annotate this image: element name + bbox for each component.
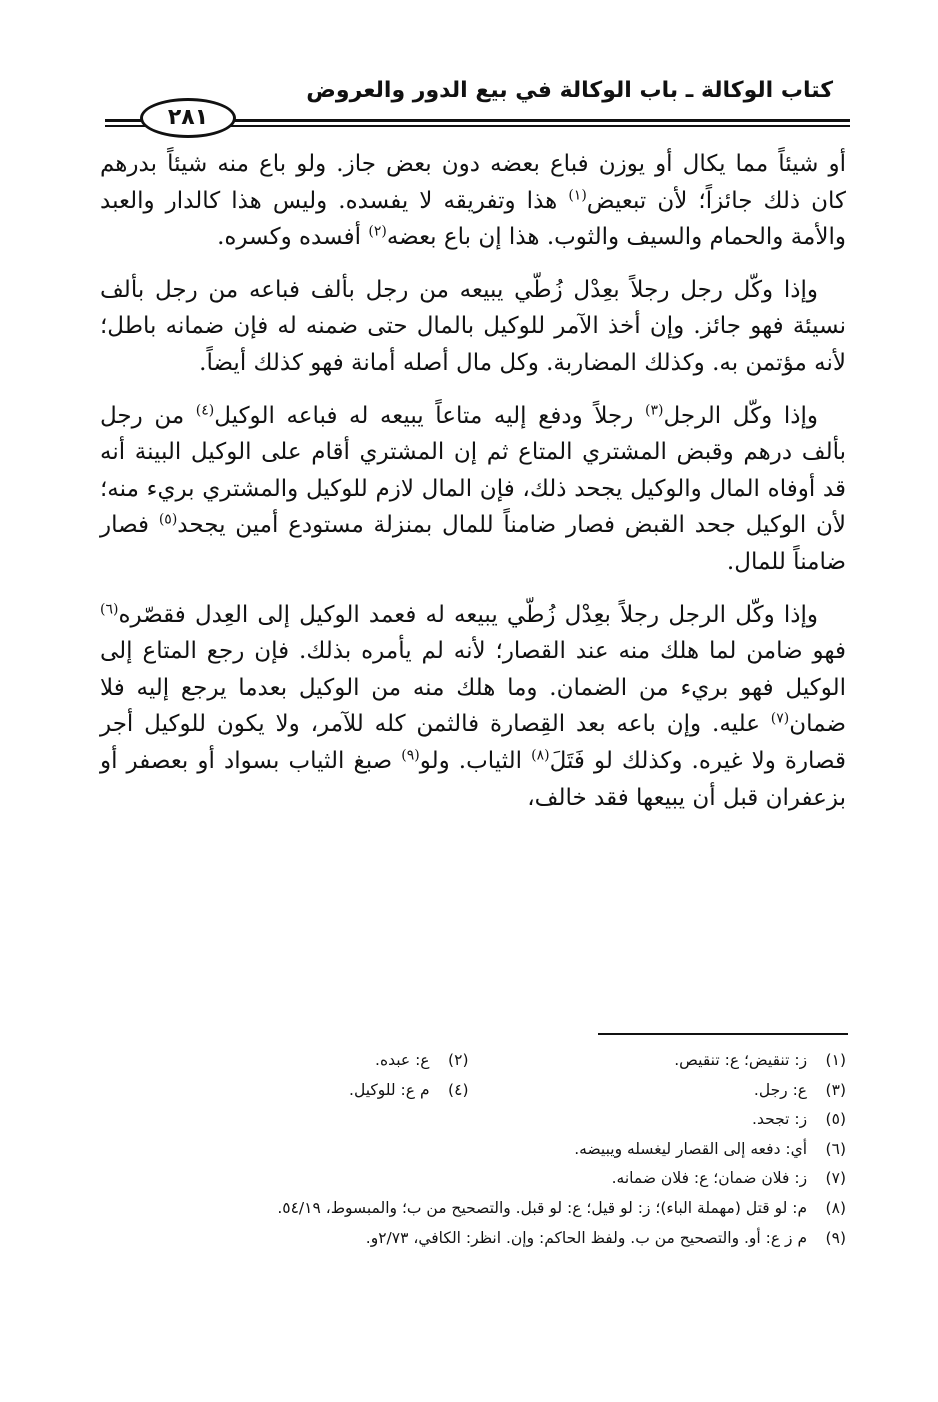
footnote-number: (٤)	[448, 1080, 469, 1099]
running-title: كتاب الوكالة ـ باب الوكالة في بيع الدور والعروض	[306, 78, 833, 103]
footnote-5	[91, 1105, 846, 1135]
footnote-number: (٩)	[825, 1228, 846, 1247]
footnote-7	[91, 1164, 846, 1194]
footnote-separator	[598, 1033, 848, 1035]
footnote-text: م ز ع: أو. والتصحيح من ب. ولفظ الحاكم: وإن. انظر: الكافي، ٢/٧٣و.	[365, 1228, 808, 1247]
footnote-marker: (٤)	[195, 401, 215, 418]
footnote-6	[91, 1135, 846, 1165]
footnotes	[91, 1046, 846, 1253]
footnote-3	[469, 1076, 847, 1106]
footnote-text: ز: تجحد.	[752, 1110, 808, 1129]
footnote-number: (٢)	[448, 1051, 469, 1069]
footnote-text: م: لو قتل (مهملة الباء)؛ ز: لو قيل؛ ع: لو قبل. والتصحيح من ب؛ والمبسوط، ٥٤/١٩.	[277, 1198, 808, 1217]
footnote-number: (٧)	[825, 1169, 846, 1188]
footnote-marker: (١)	[568, 186, 587, 203]
page-number-badge: ٢٨١	[140, 98, 236, 138]
footnote-4	[91, 1076, 469, 1106]
footnote-1	[469, 1046, 847, 1076]
footnote-number: (٣)	[825, 1080, 846, 1099]
footnote-marker: (٥)	[158, 511, 178, 528]
footnote-text: ز: تنقيض؛ ع: تنقيص.	[674, 1051, 808, 1069]
footnote-marker: (٧)	[770, 710, 790, 727]
footnote-8	[91, 1194, 846, 1224]
footnote-number: (٨)	[825, 1198, 846, 1217]
footnote-marker: (٦)	[100, 600, 119, 617]
paragraph-4: وإذا وكّل الرجل رجلاً بعِدْل زُطّي يبيعه له فعمد الوكيل إلى العِدل فقصّره$^{(٦)}$ فهو ضامن لما هلك منه عند القصار؛ لأنه لم يأمره بذلك. فإن رجع المتاع إلى الوكيل فهو بريء من الضمان. وما هلك منه من الوكيل بعدما يرجع إليه فلا ضمان$^{(٧)}$ عليه. وإن باعه بعد القِصارة فالثمن كله للآمر، ولا يكون للوكيل أجر قصارة ولا غيره. وكذلك لو فَتَلَ$^{(٨)}$ الثياب. ولو$^{(٩)}$ صبغ الثياب بسواد أو بعصفر أو بزعفران قبل أن يبيعها فقد خالف،	[100, 600, 846, 811]
footnote-marker: (٨)	[531, 747, 550, 764]
main-text	[100, 146, 846, 816]
footnote-text: ع: عبده.	[375, 1051, 430, 1069]
paragraph-1: أو شيئاً مما يكال أو يوزن فباع بعضه دون بعض جاز. ولو باع منه شيئاً بدرهم كان ذلك جائزاً؛ لأن تبعيض$^{(١)}$ هذا وتفريقه لا يفسده. وليس هذا كالدار والعبد والأمة والحمام والسيف والثوب. هذا إن باع بعضه$^{(٢)}$ أفسده وكسره.	[100, 151, 846, 251]
footnote-number: (٥)	[825, 1110, 846, 1129]
footnote-text: م ع: للوكيل.	[349, 1080, 430, 1099]
footnote-9	[91, 1224, 846, 1254]
footnote-text: ز: فلان ضمان؛ ع: فلان ضمانه.	[611, 1169, 808, 1188]
footnote-text: ع: رجل.	[753, 1080, 808, 1099]
footnote-marker: (٣)	[645, 401, 664, 418]
paragraph-3: وإذا وكّل الرجل$^{(٣)}$ رجلاً ودفع إليه متاعاً يبيعه له فباعه الوكيل$^{(٤)}$ من رجل بألف درهم وقبض المشتري المتاع ثم إن المشتري أقام على الوكيل البينة أنه قد أوفاه المال والوكيل يجحد ذلك، فإن المال لازم للوكيل والمشتري بريء منه؛ لأن الوكيل جحد القبض فصار ضامناً للمال بمنزلة مستودع أمين يجحد$^{(٥)}$ فصار ضامناً للمال.	[100, 401, 846, 575]
paragraph-2: وإذا وكّل رجل رجلاً بعِدْل زُطّي يبيعه من رجل بألف فباعه من رجل بألف نسيئة فهو جائز. وإن أخذ الآمر للوكيل بالمال حتى ضمنه له فإن ضمانه باطل؛ لأنه مؤتمن به. وكذلك المضاربة. وكل مال أصله أمانة فهو كذلك أيضاً.	[100, 276, 846, 376]
footnote-number: (١)	[825, 1051, 846, 1069]
footnote-2	[91, 1046, 469, 1076]
footnote-text: أي: دفعه إلى القصار ليغسله ويبيضه.	[574, 1139, 808, 1158]
footnote-marker: (٢)	[368, 223, 387, 240]
footnote-marker: (٩)	[401, 747, 420, 764]
footnote-number: (٦)	[825, 1139, 846, 1158]
